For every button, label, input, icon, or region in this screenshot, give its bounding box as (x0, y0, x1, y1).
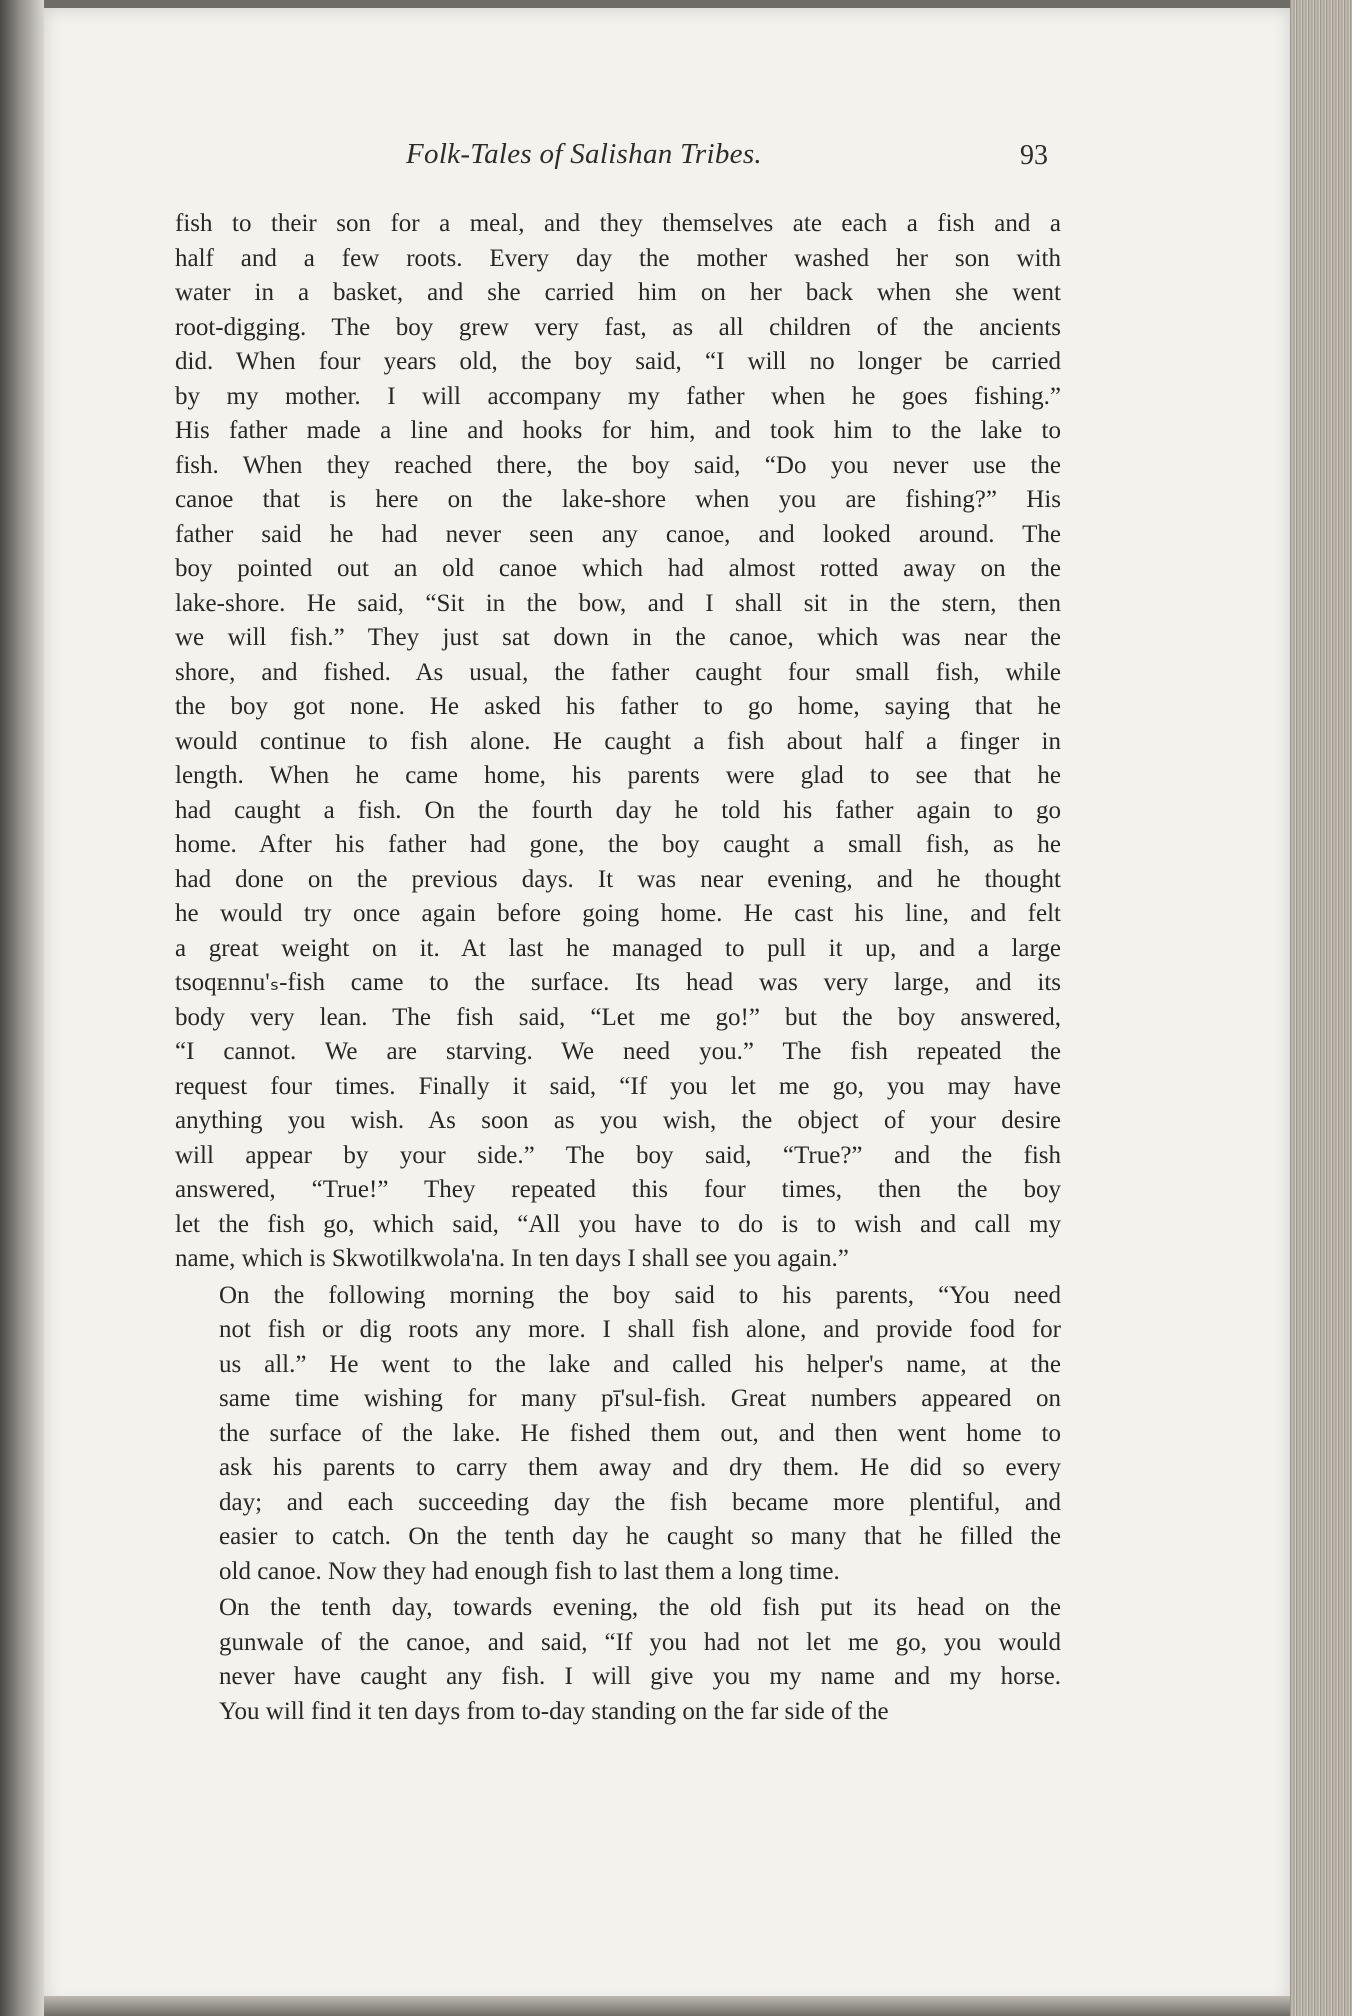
text-line: us all.” He went to the lake and called his helper's name, at the (219, 1350, 1061, 1378)
text-line: fish to their son for a meal, and they themselves ate each a fish and a (175, 210, 1061, 237)
text-line: His father made a line and hooks for him, and took him to the lake to (175, 417, 1061, 444)
running-title: Folk-Tales of Salishan Tribes. (406, 138, 762, 170)
paragraph (175, 207, 1061, 1277)
text-line: ask his parents to carry them away and dry them. He did so every (219, 1454, 1061, 1481)
text-line: he would try once again before going home. He cast his line, and felt (175, 900, 1061, 927)
text-line: easier to catch. On the tenth day he caught so many that he filled the (219, 1523, 1061, 1550)
paragraph (175, 1279, 1061, 1590)
text-line: fish. When they reached there, the boy said, “Do you never use the (175, 451, 1061, 479)
page-edge-bottom (44, 1996, 1290, 2016)
text-line: On the following morning the boy said to his parents, “You need (219, 1281, 1061, 1309)
text-line: boy pointed out an old canoe which had almost rotted away on the (175, 555, 1061, 582)
text-line: not fish or dig roots any more. I shall fish alone, and provide food for (219, 1316, 1061, 1343)
text-line: request four times. Finally it said, “If you let me go, you may have (175, 1072, 1061, 1100)
text-line: old canoe. Now they had enough fish to last them a long time. (219, 1557, 840, 1585)
text-line: would continue to fish alone. He caught a fish about half a finger in (175, 727, 1061, 755)
text-line: On the tenth day, towards evening, the old fish put its head on the (219, 1594, 1061, 1621)
text-line: had done on the previous days. It was near evening, and he thought (175, 865, 1061, 893)
text-line: a great weight on it. At last he managed to pull it up, and a large (175, 934, 1061, 962)
text-line: never have caught any fish. I will give you my name and my horse. (219, 1663, 1061, 1690)
text-line: will appear by your side.” The boy said, “True?” and the fish (175, 1141, 1061, 1169)
text-line: we will fish.” They just sat down in the canoe, which was near the (175, 624, 1061, 651)
text-line: name, which is Skwotilkwola'na. In ten days I shall see you again.” (175, 1245, 849, 1272)
body-text (175, 207, 1061, 1729)
text-line: length. When he came home, his parents were glad to see that he (175, 762, 1061, 789)
text-line: body very lean. The fish said, “Let me go!” but the boy answered, (175, 1003, 1061, 1031)
text-line: water in a basket, and she carried him on her back when she went (175, 279, 1061, 306)
text-line: gunwale of the canoe, and said, “If you had not let me go, you would (219, 1628, 1061, 1656)
text-line: same time wishing for many pī'sul-fish. Great numbers appeared on (219, 1385, 1061, 1412)
text-line: root-digging. The boy grew very fast, as all children of the ancients (175, 313, 1061, 341)
text-line: had caught a fish. On the fourth day he told his father again to go (175, 796, 1061, 824)
text-line: You will find it ten days from to-day standing on the far side of the (219, 1697, 889, 1725)
page-number: 93 (1020, 140, 1048, 171)
text-line: the surface of the lake. He fished them out, and then went home to (219, 1419, 1061, 1447)
paragraph (175, 1591, 1061, 1729)
text-line: father said he had never seen any canoe, and looked around. The (175, 520, 1061, 548)
book-binding-left (0, 0, 44, 2016)
text-line: tsoqᴇnnu'ₛ-fish came to the surface. Its head was very large, and its (175, 969, 1061, 996)
text-line: half and a few roots. Every day the mother washed her son with (175, 244, 1061, 272)
text-line: home. After his father had gone, the boy caught a small fish, as he (175, 831, 1061, 858)
text-line: lake-shore. He said, “Sit in the bow, and I shall sit in the stern, then (175, 589, 1061, 617)
text-line: the boy got none. He asked his father to go home, saying that he (175, 693, 1061, 720)
page-edges-right (1290, 0, 1352, 2016)
text-line: “I cannot. We are starving. We need you.” The fish repeated the (175, 1038, 1061, 1065)
text-line: by my mother. I will accompany my father when he goes fishing.” (175, 382, 1061, 410)
page-header (44, 138, 1290, 178)
text-line: day; and each succeeding day the fish became more plentiful, and (219, 1488, 1061, 1516)
text-line: shore, and fished. As usual, the father caught four small fish, while (175, 658, 1061, 686)
text-line: answered, “True!” They repeated this four times, then the boy (175, 1176, 1061, 1203)
text-line: anything you wish. As soon as you wish, the object of your desire (175, 1107, 1061, 1134)
text-line: let the fish go, which said, “All you have to do is to wish and call my (175, 1210, 1061, 1238)
text-line: did. When four years old, the boy said, “I will no longer be carried (175, 348, 1061, 375)
text-line: canoe that is here on the lake-shore when you are fishing?” His (175, 486, 1061, 513)
